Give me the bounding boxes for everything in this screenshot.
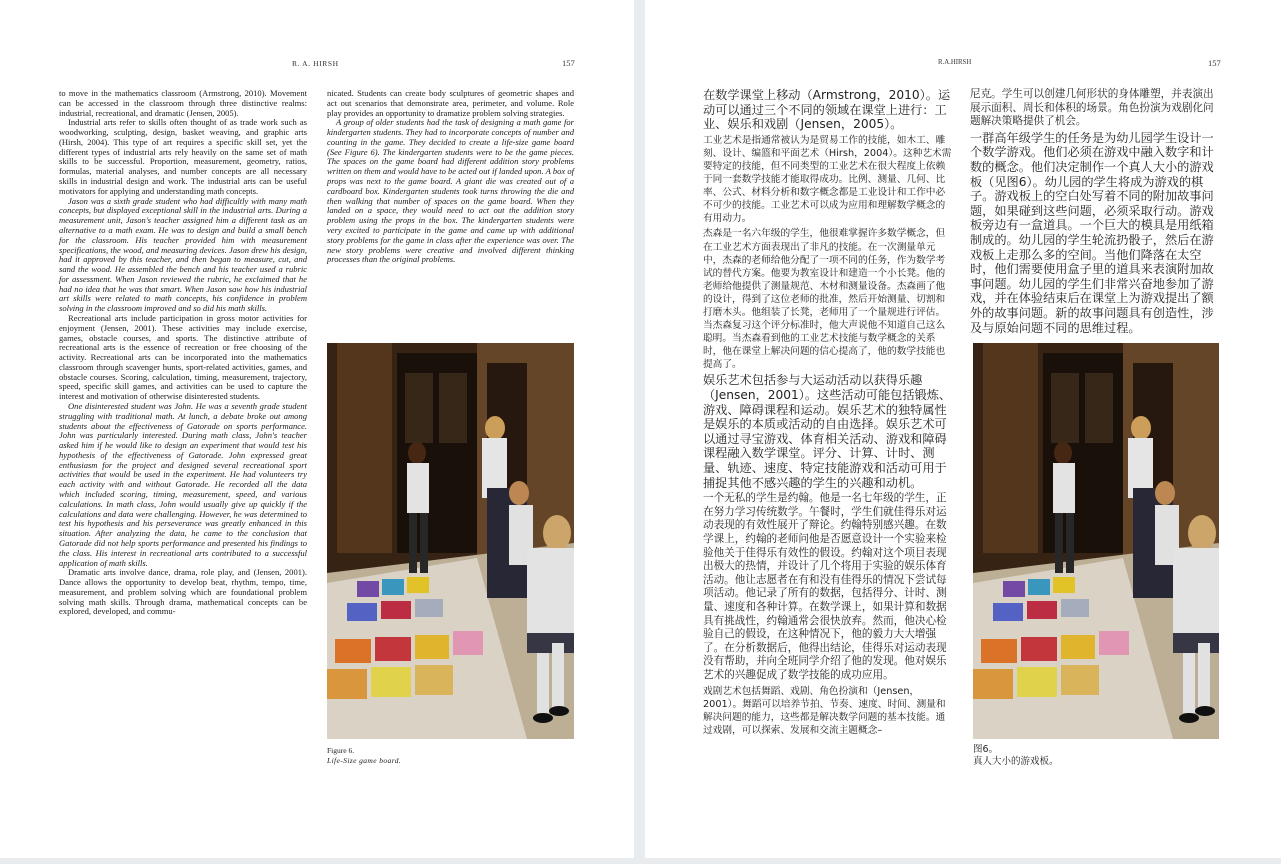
paragraph: Dramatic arts involve dance, drama, role play, and (Jensen, 2001). Dance allows the opportunity to develop beat, rhythm, tempo, time, measurement, and problem solving which are foundational problem solving math skills. Through drama, mathematical concepts can be explored, developed, and commu- — [59, 567, 307, 617]
paragraph: 在数学课堂上移动（Armstrong，2010）。运动可以通过三个不同的领域在课堂上进行：工业、娱乐和戏剧（Jensen，2005）。 — [703, 88, 951, 132]
running-head: R. A. HIRSH — [292, 59, 339, 68]
paragraph: 尼克。学生可以创建几何形状的身体雕塑，并表演出展示面积、周长和体积的场景。角色扮演为戏剧化问题解决策略提供了机会。 — [970, 88, 1214, 128]
paragraph: Recreational arts include participation in gross motor activities for enjoyment (Jensen, 2001). These activities may include exercise, games, obstacle courses, and sports. The distinctive attribute of recreational arts is the essence of recreation or free choosing of the activity. Recreational arts can be incorporated into the mathematics classroom through scavenger hunts, sport-related activities, games, and obstacle courses. Scoring, calculation, timing, measurement, trajectory, speed, specific skill games, and activities can be used to capture the interest and motivation of otherwise disinterested students. — [59, 312, 307, 402]
paragraph: to move in the mathematics classroom (Armstrong, 2010). Movement can be accessed in the classroom through three distinctive realms: industrial, recreational, and dramatic (Jensen, 2005). — [59, 88, 307, 118]
figure-caption — [973, 744, 1059, 768]
left-page — [0, 0, 634, 858]
game-board-photo-image — [327, 343, 574, 739]
figure-label: Figure 6. — [327, 746, 355, 755]
figure-title: 真人大小的游戏板。 — [973, 756, 1059, 767]
paragraph: 一个无私的学生是约翰。他是一名七年级的学生，正在努力学习传统数学。午餐时，学生们就佳得乐对运动表现的有效性展开了辩论。约翰特别感兴趣。在数学课上，约翰的老师问他是否愿意设计一个实验来检验他关于佳得乐有效性的假设。约翰对这个项目表现出极大的热情，并设计了几个将用于实验的娱乐体育活动。他让志愿者在有和没有佳得乐的情况下尝试每项活动。他记录了所有的数据，包括得分、计时、测量、速度和各种计算。在数学课上，如果计算和数据具有挑战性，约翰通常会很快放弃。然而，他决心检验自己的假设，在这种情况下，他的毅力大大增强了。在分析数据后，他得出结论，佳得乐对运动表现没有帮助，并向全班同学介绍了他的发现。他对娱乐艺术的兴趣促成了数学技能的成功应用。 — [703, 492, 947, 681]
paragraph: 娱乐艺术包括参与大运动活动以获得乐趣（Jensen，2001）。这些活动可能包括锻炼、游戏、障碍课程和运动。娱乐艺术的独特属性是娱乐的本质或活动的自由选择。娱乐艺术可以通过寻宝游戏、体育相关活动、游戏和障碍课程融入数学课堂。评分、计算、计时、测量、轨迹、速度、特定技能游戏和活动可用于捕捉其他不感兴趣的学生的兴趣和动机。 — [703, 373, 952, 490]
figure-caption — [327, 746, 401, 766]
paragraph: One disinterested student was John. He was a seventh grade student struggling with traditional math. At lunch, a debate broke out among students about the effectiveness of Gatorade on sports performance. John was particularly interested. During math class, John's teacher asked him if he would like to design an experiment that would test his hypothesis of the effectiveness of Gatorade. John expressed great enthusiasm for the project and designed several recreational sport activities that would be used in the experiment. He had volunteers try each activity with and without Gatorade. He recorded all the data which included scoring, timing, measurement, speed, and various calculations. In math class, John would usually give up quickly if the calculations and data were challenging. However, he was determined to test his hypothesis and his perseverance was greatly enhanced in this situation. After analyzing the data, he came to the conclusion that Gatorade did not help sports performance and presented his findings to the class. His interest in recreational arts contributed to a successful application of math skills. — [59, 401, 307, 568]
figure-title: Life-Size game board. — [327, 756, 402, 765]
paragraph: Industrial arts refer to skills often thought of as trade work such as woodworking, sculpting, design, basket weaving, and graphic arts (Hirsh, 2004). This type of art requires a specific skill set, yet the different types of industrial arts rely heavily on the same set of math skills to be successful. Proportion, measurement, geometry, ratios, formulas, material analyses, and number concepts are all necessary skills in industrial design and work. The industrial arts can be useful motivators for applying and understanding math concepts. — [59, 117, 307, 196]
figure-label: 图6。 — [973, 744, 999, 755]
right-column-1 — [703, 88, 953, 739]
paragraph: 戏剧艺术包括舞蹈、戏剧、角色扮演和（Jensen，2001）。舞蹈可以培养节拍、节奏、速度、时间、测量和解决问题的能力，这些都是解决数学问题的基本技能。通过戏剧，可以探索、发展和交流主题概念– — [703, 685, 946, 736]
page-number: 157 — [562, 58, 575, 68]
figure-6-photo — [327, 343, 574, 739]
right-column-2 — [970, 88, 1218, 337]
left-column-2 — [327, 89, 574, 265]
running-head: R.A.HIRSH — [938, 59, 972, 66]
paragraph: nicated. Students can create body sculptures of geometric shapes and act out scenarios that demonstrate area, perimeter, and volume. Role play provides an opportunity to dramatize problem solving strategies. — [327, 88, 574, 118]
paragraph: 一群高年级学生的任务是为幼儿园学生设计一个数学游戏。他们必须在游戏中融入数字和计数的概念。他们决定制作一个真人大小的游戏板（见图6）。幼儿园的学生将成为游戏的棋子。游戏板上的空白处写着不同的附加故事问题，如果碰到这些问题，必须采取行动。游戏板旁边有一盒道具。一个巨大的模具是用纸箱制成的。幼儿园的学生轮流扔骰子，然后在游戏板上走那么多的空间。当他们降落在太空时，他们需要使用盒子里的道具来表演附加故事问题。幼儿园的学生们非常兴奋地参加了游戏，并在体验结束后在课堂上为游戏提出了额外的故事问题。新的故事问题具有创造性，涉及与原始问题不同的思维过程。 — [970, 130, 1214, 335]
right-page — [645, 0, 1281, 858]
game-board-photo-image — [973, 343, 1219, 739]
paragraph: Jason was a sixth grade student who had difficultly with many math concepts, but displayed exceptional skill in the industrial arts. During a measurement unit, Jason's teacher assigned him a different task as an alternative to a math exam. He was to design and build a small bench for the classroom. His teacher provided him with measurement specifications, the wood, and measuring devices. Jason drew his design, had it approved by this teacher, and then began to measure, cut, and sand the wood. He assembled the bench and his teacher used a rubric for assessment. When Jason reviewed the rubric, he exclaimed that he had no idea that he was that smart. When Jason saw how his industrial art skills were related to math concepts, his confidence in problem solving in the classroom improved and so did his math skills. — [59, 195, 307, 314]
page-number: 157 — [1208, 58, 1221, 68]
figure-6-photo — [973, 343, 1219, 739]
left-column-1 — [59, 89, 307, 617]
paragraph: 工业艺术是指通常被认为是贸易工作的技能，如木工、雕刻、设计、编篮和平面艺术（Hirsh，2004）。这种艺术需要特定的技能，但不同类型的工业艺术在很大程度上依赖于同一套数学技能才能取得成功。比例、测量、几何、比率、公式、材料分析和数字概念都是工业设计和工作中必不可少的技能。工业艺术可以成为应用和理解数学概念的有用动力。 — [703, 134, 952, 225]
paragraph: 杰森是一名六年级的学生，他很难掌握许多数学概念，但在工业艺术方面表现出了非凡的技能。在一次测量单元中，杰森的老师给他分配了一项不同的任务，作为数学考试的替代方案。他要为教室设计和建造一个小长凳。他的老师给他提供了测量规范、木材和测量设备。杰森画了他的设计，得到了这位老师的批准，然后开始测量、切割和打磨木头。他组装了长凳，老师用了一个量规进行评估。当杰森复习这个评分标准时，他大声说他不知道自己这么聪明。当杰森看到他的工业艺术技能与数学概念的关系时，他在课堂上解决问题的信心提高了，他的数学技能也提高了。 — [703, 228, 946, 371]
paragraph: A group of older students had the task of designing a math game for kindergarten students. They had to incorporate concepts of number and counting in the game. They decided to create a life-size game board (See Figure 6). The kindergarten students were to be the game pieces. The spaces on the game board had different addition story problems written on them and would have to be acted out if landed upon. A box of props was next to the game board. A giant die was created out of a cardboard box. Kindergarten students took turns throwing the die and then walking that number of spaces on the game board. When they landed on a space, they would need to act out the addition story problem using the props in the box. The kindergarten students were very excited to participate in the game and came up with additional story problems for the game in class after the experience was over. The new story problems were creative and involved different thinking processes than the original problems. — [327, 117, 574, 265]
